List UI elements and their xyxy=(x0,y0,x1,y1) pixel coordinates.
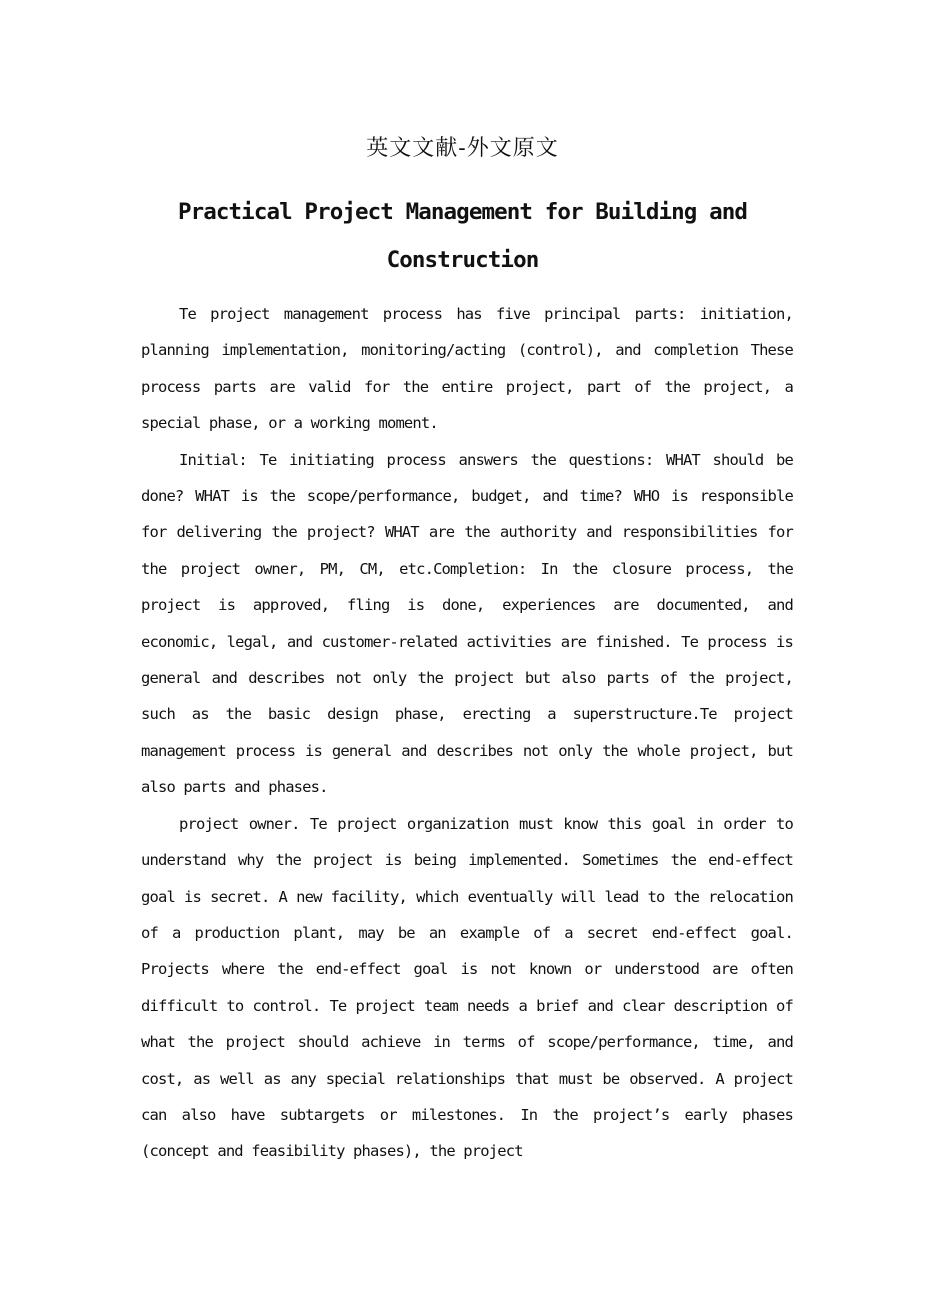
paragraph-process-overview: Te project management process has five principal parts: initiation, planning implementation, monitoring/acting (control), and completion These process parts are valid for the entire project, part of the project, a special phase, or a working moment. xyxy=(141,305,793,433)
document-title: Practical Project Management for Building and Construction xyxy=(177,199,748,273)
paragraph-project-goals: project owner. Te project organization must know this goal in order to understand why the project is being implemented. Sometimes the end-effect goal is secret. A new facility, which eventually will lead to the relocation of a production plant, may be an example of a secret end-effect goal. Projects where the end-effect goal is not known or understood are often difficult to control. Te project team needs a brief and clear description of what the project should achieve in terms of scope/performance, time, and cost, as well as any special relationships that must be observed. A project can also have subtargets or milestones. In the project’s early phases (concept and feasibility phases), the project xyxy=(141,814,793,1161)
paragraph-initiation-completion: Initial: Te initiating process answers the questions: WHAT should be done? WHAT is the scope/performance, budget, and time? WHO is responsible for delivering the project? WHAT are the authority and responsibilities for the project owner, PM, CM, etc.Completion: In the closure process, the project is approved, fling is done, experiences are documented, and economic, legal, and customer-related activities are finished. Te process is general and describes not only the project but also parts of the project, such as the basic design phase, erecting a superstructure.Te project management process is general and describes not only the whole project, but also parts and phases. xyxy=(141,450,793,797)
document-heading-chinese: 英文文献-外文原文 xyxy=(366,136,559,161)
document-body xyxy=(141,296,793,1170)
